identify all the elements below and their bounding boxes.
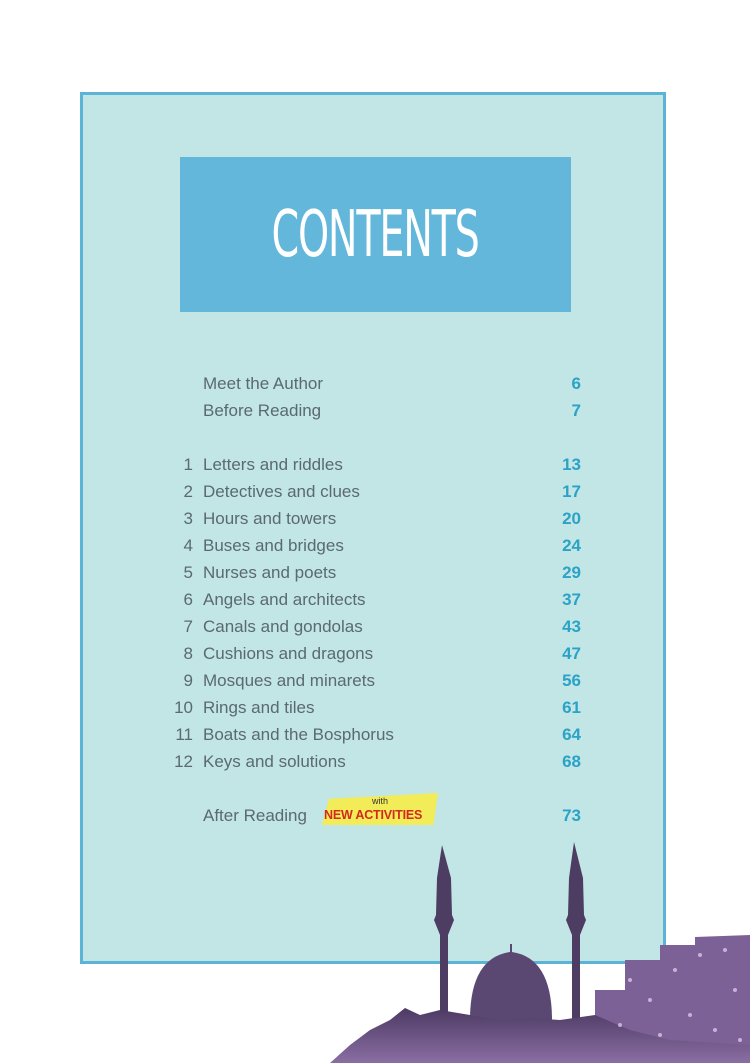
toc-chapter-1[interactable] — [160, 455, 581, 477]
entry-page: 7 — [571, 401, 581, 420]
toc-chapter-7[interactable] — [160, 617, 581, 639]
entry-label: Cushions and dragons — [203, 644, 374, 663]
toc-chapter-2[interactable] — [160, 482, 581, 504]
title-banner — [180, 157, 571, 312]
toc-chapter-5[interactable] — [160, 563, 581, 585]
entry-page: 24 — [562, 536, 581, 555]
chapter-number: 3 — [183, 509, 193, 528]
chapter-number: 8 — [183, 644, 193, 663]
entry-page: 20 — [562, 509, 581, 528]
chapter-number: 4 — [183, 536, 193, 555]
entry-page: 61 — [562, 698, 581, 717]
dome-icon — [470, 944, 552, 1020]
entry-page: 56 — [562, 671, 581, 690]
chapter-number: 7 — [183, 617, 193, 636]
entry-label: Hours and towers — [203, 509, 337, 528]
entry-label: After Reading — [203, 806, 307, 825]
entry-page: 6 — [571, 374, 581, 393]
toc-chapter-3[interactable] — [160, 509, 581, 531]
chapter-number: 6 — [183, 590, 193, 609]
toc-chapter-8[interactable] — [160, 644, 581, 666]
entry-page: 37 — [562, 590, 581, 609]
entry-page: 13 — [562, 455, 581, 474]
toc-chapter-12[interactable] — [160, 752, 581, 774]
toc-chapter-4[interactable] — [160, 536, 581, 558]
entry-label: Keys and solutions — [203, 752, 346, 771]
entry-page: 43 — [562, 617, 581, 636]
minaret-left-icon — [434, 845, 454, 1015]
chapter-number: 1 — [183, 455, 193, 474]
entry-page: 47 — [562, 644, 581, 663]
entry-label: Angels and architects — [203, 590, 366, 609]
entry-label: Detectives and clues — [203, 482, 360, 501]
entry-label: Rings and tiles — [203, 698, 315, 717]
page-title: CONTENTS — [271, 197, 480, 272]
chapter-number: 10 — [174, 698, 193, 717]
entry-page: 29 — [562, 563, 581, 582]
toc-chapter-6[interactable] — [160, 590, 581, 612]
entry-page: 73 — [562, 806, 581, 825]
toc-entry-meet-the-author[interactable] — [160, 374, 581, 396]
chapter-number: 5 — [183, 563, 193, 582]
entry-label: Before Reading — [203, 401, 322, 420]
entry-label: Boats and the Bosphorus — [203, 725, 394, 744]
mosque-skyline-illustration — [330, 840, 750, 1063]
chapter-number: 9 — [183, 671, 193, 690]
badge-with-text: with — [371, 796, 388, 806]
chapter-number: 2 — [183, 482, 193, 501]
entry-page: 68 — [562, 752, 581, 771]
entry-label: Buses and bridges — [203, 536, 344, 555]
toc-entry-before-reading[interactable] — [160, 401, 581, 423]
minaret-right-icon — [566, 842, 586, 1020]
toc-chapter-9[interactable] — [160, 671, 581, 693]
entry-label: Letters and riddles — [203, 455, 343, 474]
new-activities-badge — [322, 793, 438, 825]
entry-page: 64 — [562, 725, 581, 744]
entry-label: Canals and gondolas — [203, 617, 363, 636]
toc-chapter-11[interactable] — [160, 725, 581, 747]
toc-chapter-10[interactable] — [160, 698, 581, 720]
badge-main-text: NEW ACTIVITIES — [324, 808, 423, 822]
chapter-number: 12 — [174, 752, 193, 771]
entry-label: Mosques and minarets — [203, 671, 375, 690]
entry-page: 17 — [562, 482, 581, 501]
entry-label: Meet the Author — [203, 374, 324, 393]
entry-label: Nurses and poets — [203, 563, 337, 582]
chapter-number: 11 — [175, 725, 193, 744]
